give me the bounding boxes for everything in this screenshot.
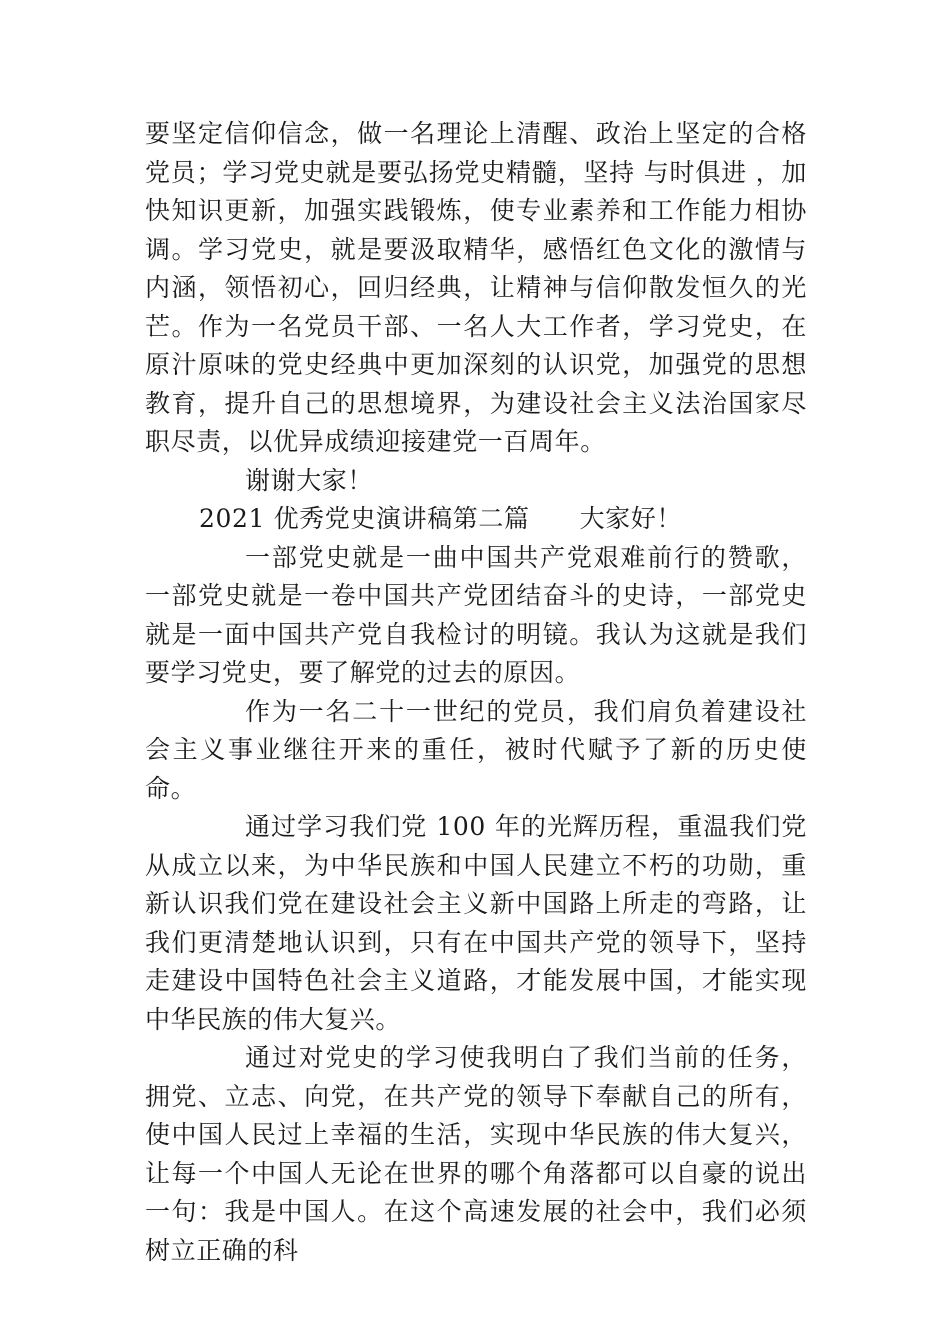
body-paragraph-4: 通过对党史的学习使我明白了我们当前的任务，拥党、立志、向党，在共产党的领导下奉献自己的所有，使中国人民过上幸福的生活，实现中华民族的伟大复兴，让每一个中国人无论在世界的哪个角落都可以自豪的说出一句：我是中国人。在这个高速发展的社会中，我们必须树立正确的科 [145, 1043, 807, 1265]
body-paragraph-1: 一部党史就是一曲中国共产党艰难前行的赞歌，一部党史就是一卷中国共产党团结奋斗的史诗，一部党史就是一面中国共产党自我检讨的明镜。我认为这就是我们要学习党史，要了解党的过去的原因。 [145, 542, 807, 687]
section-heading: 2021 优秀党史演讲稿第二篇 [199, 504, 530, 533]
document-body [145, 115, 807, 1270]
paragraph-thanks: 谢谢大家！ [245, 465, 374, 495]
greeting: 大家好！ [579, 504, 682, 533]
section-heading-line [145, 500, 807, 539]
body-paragraph-2: 作为一名二十一世纪的党员，我们肩负着建设社会主义事业继往开来的重任，被时代赋予了新的历史使命。 [145, 696, 807, 803]
paragraph-continued: 要坚定信仰信念，做一名理论上清醒、政治上坚定的合格党员；学习党史就是要弘扬党史精髓，坚持 与时俱进 ，加快知识更新，加强实践锻炼，使专业素养和工作能力相协调。学习党史，就是要汲取精华，感悟红色文化的激情与内涵，领悟初心，回归经典，让精神与信仰散发恒久的光芒。作为一名党员干部、一名人大工作者，学习党史，在原汁原味的党史经典中更加深刻的认识党，加强党的思想教育，提升自己的思想境界，为建设社会主义法治国家尽职尽责，以优异成绩迎接建党一百周年。 [145, 119, 807, 456]
body-paragraph-3: 通过学习我们党 100 年的光辉历程，重温我们党从成立以来，为中华民族和中国人民建立不朽的功勋，重新认识我们党在建设社会主义新中国路上所走的弯路，让我们更清楚地认识到，只有在中国共产党的领导下，坚持走建设中国特色社会主义道路，才能发展中国，才能实现中华民族的伟大复兴。 [145, 812, 807, 1034]
